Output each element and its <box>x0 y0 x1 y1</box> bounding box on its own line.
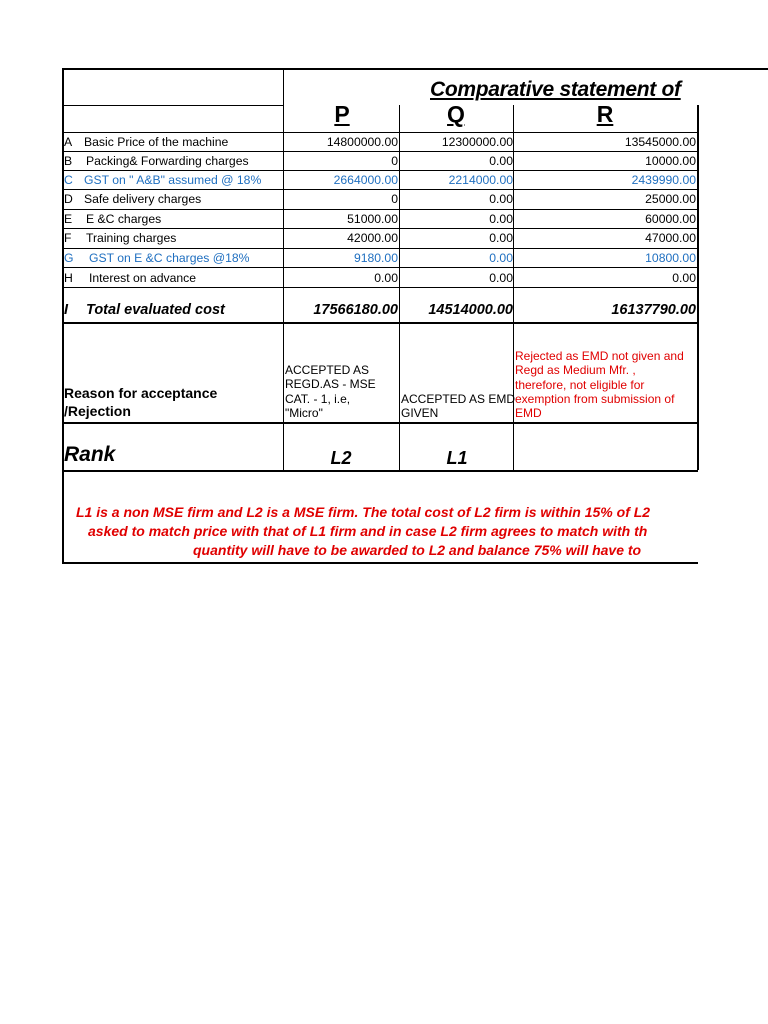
row-label: Interest on advance <box>89 271 197 285</box>
row-letter: B <box>64 154 73 168</box>
row-label: GST on E &C charges @18% <box>89 251 250 265</box>
total-r: 16137790.00 <box>611 302 696 318</box>
row-label: Basic Price of the machine <box>84 135 229 149</box>
row-label: Training charges <box>86 231 177 245</box>
cell-p: 0 <box>391 192 398 206</box>
rank-label: Rank <box>64 443 116 466</box>
cell-r: 25000.00 <box>645 192 696 206</box>
row-label: E &C charges <box>86 212 162 226</box>
total-label: Total evaluated cost <box>86 302 225 318</box>
cell-p: 14800000.00 <box>326 135 398 149</box>
cell-r: 2439990.00 <box>631 173 696 187</box>
cell-q: 0.00 <box>489 154 513 168</box>
cell-r: 60000.00 <box>645 212 696 226</box>
rank-q: L1 <box>446 448 468 468</box>
cell-p: 9180.00 <box>353 251 398 265</box>
rank-p: L2 <box>330 448 352 468</box>
cell-r: 10000.00 <box>645 154 696 168</box>
cell-r: 13545000.00 <box>624 135 696 149</box>
cell-q: 0.00 <box>489 192 513 206</box>
row-letter: F <box>64 231 72 245</box>
cell-p: 2664000.00 <box>333 173 398 187</box>
note-line-3: quantity will have to be awarded to L2 and balance 75% will have to <box>193 542 642 558</box>
column-header-p: P <box>334 101 350 127</box>
column-header-q: Q <box>447 101 465 127</box>
row-letter: D <box>64 192 73 206</box>
cell-q: 0.00 <box>489 231 513 245</box>
cell-p: 0.00 <box>374 271 398 285</box>
row-label: GST on " A&B" assumed @ 18% <box>84 173 262 187</box>
note-section <box>64 0 698 564</box>
column-header-r: R <box>596 101 614 127</box>
cell-r: 10800.00 <box>645 251 696 265</box>
cell-q: 0.00 <box>489 251 513 265</box>
row-letter: I <box>64 302 69 318</box>
note-line-2: asked to match price with that of L1 firm and in case L2 firm agrees to match with th <box>88 523 648 539</box>
reason-p: ACCEPTED AS REGD.AS - MSE CAT. - 1, i.e, "Micro" <box>285 363 376 420</box>
cell-q: 2214000.00 <box>448 173 513 187</box>
reason-r: Rejected as EMD not given and Regd as Medium Mfr. , therefore, not eligible for exemption from submission of EMD <box>515 349 684 421</box>
row-letter: C <box>64 173 73 187</box>
cell-p: 0 <box>391 154 398 168</box>
cell-p: 51000.00 <box>347 212 398 226</box>
reason-q: ACCEPTED AS EMD GIVEN <box>401 392 516 421</box>
note-line-1: L1 is a non MSE firm and L2 is a MSE firm. The total cost of L2 firm is within 15% of L2 <box>76 504 651 520</box>
statement-title: Comparative statement of <box>430 78 681 101</box>
total-p: 17566180.00 <box>313 302 398 318</box>
cell-q: 0.00 <box>489 271 513 285</box>
row-label: Safe delivery charges <box>84 192 202 206</box>
cell-r: 0.00 <box>672 271 696 285</box>
cell-p: 42000.00 <box>347 231 398 245</box>
cell-r: 47000.00 <box>645 231 696 245</box>
cell-q: 0.00 <box>489 212 513 226</box>
row-letter: G <box>64 251 74 265</box>
row-letter: E <box>64 212 73 226</box>
reason-label: Reason for acceptance /Rejection <box>64 385 218 419</box>
total-q: 14514000.00 <box>428 302 513 318</box>
row-letter: A <box>64 135 73 149</box>
row-label: Packing& Forwarding charges <box>86 154 249 168</box>
row-letter: H <box>64 271 73 285</box>
cell-q: 12300000.00 <box>441 135 513 149</box>
